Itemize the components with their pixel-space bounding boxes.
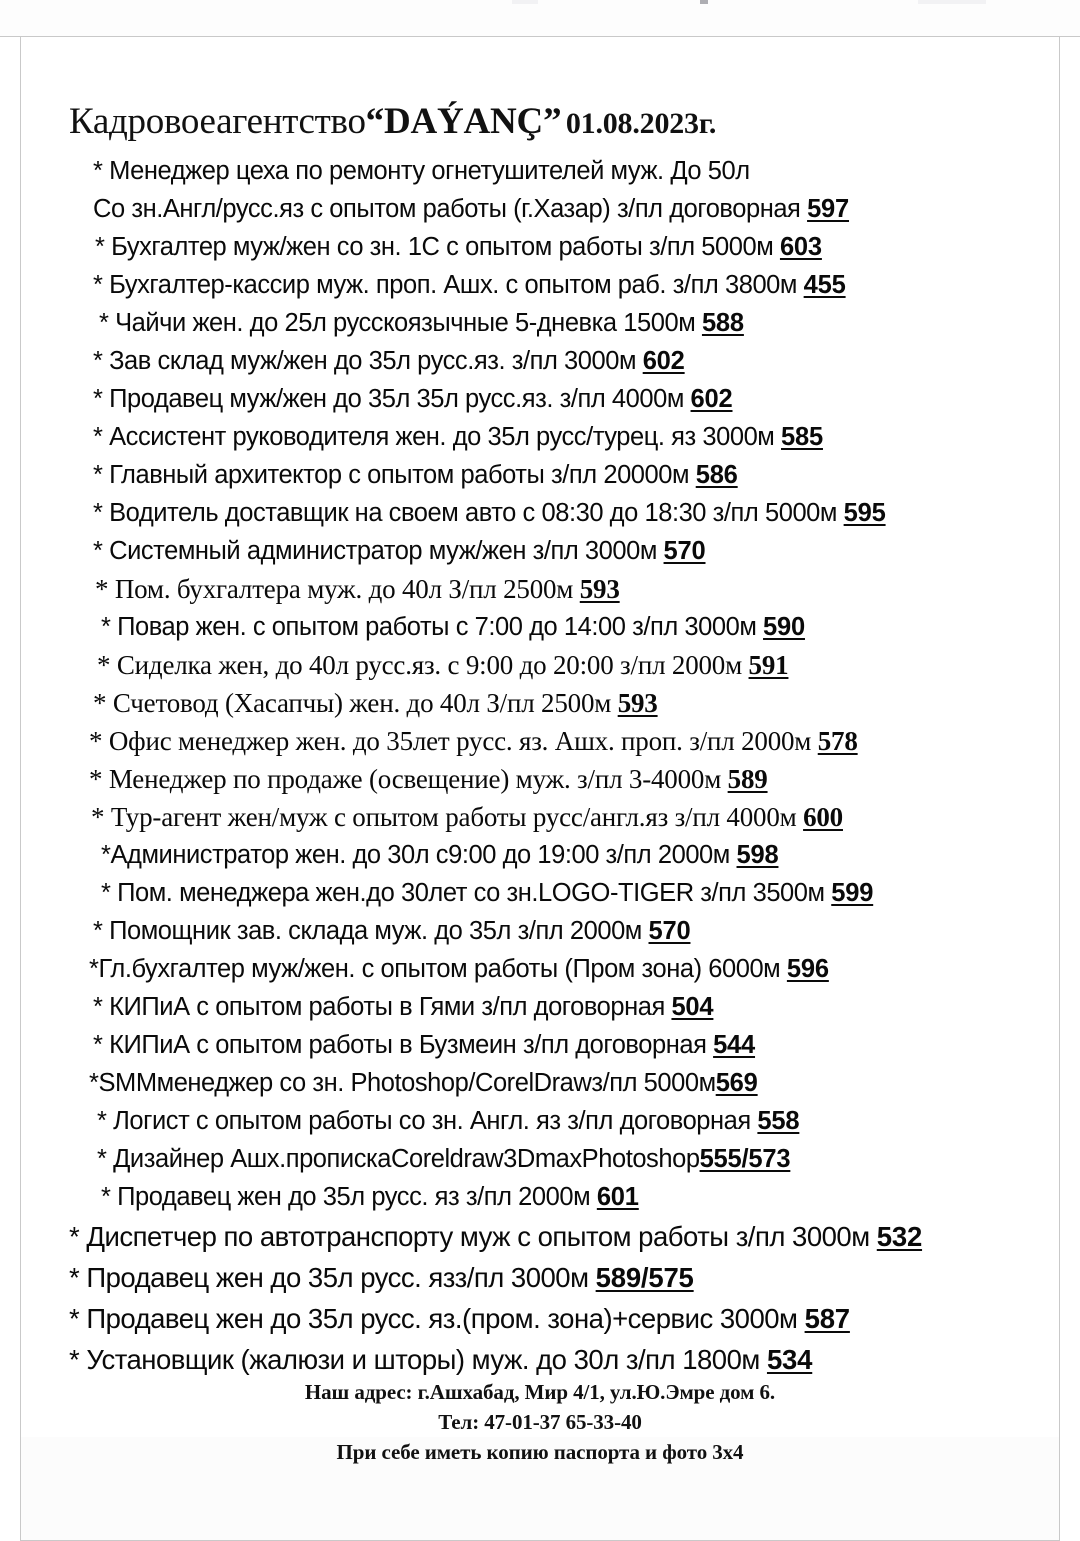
job-listing-code: 578 — [817, 726, 858, 756]
job-listing-row — [21, 1298, 1059, 1339]
job-listing-text: * КИПиА с опытом работы в Бузмеин з/пл договорная — [93, 1031, 714, 1059]
job-listing-code: 570 — [663, 537, 706, 565]
job-listing-text: * Продавец жен до 35л русс. яз.(пром. зона)+сервис 3000м — [69, 1303, 805, 1334]
job-listing-code: 588 — [701, 309, 744, 337]
job-listing-text: * Водитель доставщик на своем авто с 08:30 до 18:30 з/пл 5000м — [93, 499, 844, 527]
job-listing-row — [21, 1140, 1059, 1178]
job-listing-text: * Бухгалтер муж/жен со зн. 1С с опытом работы з/пл 5000м — [95, 233, 780, 261]
job-listing-row — [21, 836, 1059, 874]
job-listing-text: * Менеджер цеха по ремонту огнетушителей муж. До 50л — [93, 157, 750, 185]
job-listing-code: 600 — [803, 802, 843, 832]
job-listing-row — [21, 532, 1059, 570]
job-listing-row — [21, 570, 1059, 608]
job-listing-code: 595 — [843, 499, 886, 527]
job-listing-text: * Продавец жен до 35л русс. язз/пл 3000м — [69, 1262, 596, 1293]
job-listing-code: 585 — [781, 423, 823, 451]
job-listing-row — [21, 950, 1059, 988]
job-listing-code: 544 — [713, 1031, 756, 1059]
job-listing-row — [21, 152, 1059, 190]
job-listing-code: 570 — [648, 917, 691, 945]
job-listing-code: 589/575 — [595, 1262, 694, 1293]
job-listing-text: * Менеджер по продаже (освещение) муж. з/пл 3-4000м — [89, 764, 728, 794]
job-listing-code: 591 — [748, 650, 789, 680]
job-listing-row — [21, 494, 1059, 532]
job-listing-row — [21, 1026, 1059, 1064]
job-listing-code: 593 — [579, 574, 620, 604]
job-listing-row — [21, 798, 1059, 836]
agency-label: Кадровоеагентство — [69, 101, 366, 142]
job-listing-list — [21, 152, 1059, 1380]
job-listing-text: Со зн.Англ/русс.яз с опытом работы (г.Хазар) з/пл договорная — [93, 195, 808, 223]
job-listing-row — [21, 380, 1059, 418]
job-listing-text: * Тур-агент жен/муж с опытом работы русс/англ.яз з/пл 4000м — [91, 802, 804, 832]
toolbar-ghost-control-center — [700, 0, 708, 4]
job-listing-text: * Дизайнер Ашх.пропискаCoreldraw3DmaxPhotoshop — [97, 1145, 700, 1173]
job-listing-text: * Офис менеджер жен. до 35лет русс. яз. Ашх. проп. з/пл 2000м — [89, 726, 818, 756]
job-listing-text: * Продавец муж/жен до 35л 35л русс.яз. з/пл 4000м — [93, 385, 691, 413]
flyer-sheet — [21, 37, 1059, 1464]
footer-note: При себе иметь копию паспорта и фото 3х4 — [336, 1440, 744, 1464]
footer-address: Наш адрес: г.Ашхабад, Мир 4/1, ул.Ю.Эмре дом 6. — [304, 1380, 776, 1404]
job-listing-text: * Чайчи жен. до 25л русскоязычные 5-дневка 1500м — [99, 309, 702, 337]
agency-name: “DAÝANÇ” — [365, 101, 562, 142]
job-listing-code: 597 — [807, 195, 850, 223]
document-page — [20, 37, 1060, 1541]
toolbar-ghost-control-left — [512, 0, 538, 4]
job-listing-text: * КИПиА с опытом работы в Гями з/пл договорная — [93, 993, 672, 1021]
job-listing-code: 599 — [831, 879, 874, 907]
job-listing-text: * Продавец жен до 35л русс. яз з/пл 2000м — [101, 1183, 597, 1211]
job-listing-code: 586 — [695, 461, 738, 489]
job-listing-code: 602 — [690, 385, 733, 413]
job-listing-code: 534 — [766, 1344, 813, 1375]
job-listing-row — [21, 608, 1059, 646]
job-listing-text: * Пом. менеджера жен.до 30лет со зн.LOGO-TIGER з/пл 3500м — [101, 879, 832, 907]
job-listing-text: * Счетовод (Хасапчы) жен. до 40л З/пл 2500м — [93, 688, 618, 718]
job-listing-row — [21, 684, 1059, 722]
job-listing-text: * Установщик (жалюзи и шторы) муж. до 30л з/пл 1800м — [69, 1344, 767, 1375]
footer-phone: Тел: 47-01-37 65-33-40 — [438, 1410, 642, 1434]
page-title — [69, 100, 1029, 143]
job-listing-row — [21, 304, 1059, 342]
job-listing-text: * Сиделка жен, до 40л русс.яз. с 9:00 до 20:00 з/пл 2000м — [97, 650, 749, 680]
viewer-toolbar-strip — [0, 0, 1080, 37]
job-listing-row — [21, 1257, 1059, 1298]
job-listing-text: * Главный архитектор с опытом работы з/пл 20000м — [93, 461, 696, 489]
job-listing-code: 602 — [642, 347, 685, 375]
job-listing-row — [21, 1064, 1059, 1102]
job-listing-code: 555/573 — [699, 1145, 791, 1173]
job-listing-text: * Зав склад муж/жен до 35л русс.яз. з/пл 3000м — [93, 347, 643, 375]
job-listing-row — [21, 266, 1059, 304]
job-listing-row — [21, 342, 1059, 380]
contact-footer — [21, 1377, 1059, 1467]
job-listing-text: * Помощник зав. склада муж. до 35л з/пл 2000м — [93, 917, 649, 945]
job-listing-code: 603 — [779, 233, 822, 261]
job-listing-row — [21, 1102, 1059, 1140]
job-listing-row — [21, 228, 1059, 266]
job-listing-row — [21, 418, 1059, 456]
job-listing-row — [21, 646, 1059, 684]
flyer-date: 01.08.2023г. — [565, 107, 717, 140]
job-listing-code: 587 — [804, 1303, 850, 1334]
job-listing-row — [21, 988, 1059, 1026]
job-listing-code: 601 — [596, 1183, 639, 1211]
job-listing-row — [21, 456, 1059, 494]
job-listing-text: * Ассистент руководителя жен. до 35л русс/турец. яз 3000м — [93, 423, 782, 451]
job-listing-code: 593 — [617, 688, 658, 718]
job-listing-row — [21, 912, 1059, 950]
job-listing-code: 589 — [727, 764, 768, 794]
job-listing-code: 532 — [876, 1221, 923, 1252]
job-listing-text: * Бухгалтер-кассир муж. проп. Ашх. с опытом раб. з/пл 3800м — [93, 271, 804, 299]
job-listing-code: 504 — [671, 993, 714, 1021]
job-listing-row — [21, 760, 1059, 798]
job-listing-text: *Администратор жен. до 30л с9:00 до 19:00 з/пл 2000м — [101, 841, 737, 869]
job-listing-code: 590 — [763, 613, 805, 641]
job-listing-text: * Повар жен. с опытом работы с 7:00 до 14:00 з/пл 3000м — [101, 613, 764, 641]
job-listing-text: * Пом. бухгалтера муж. до 40л З/пл 2500м — [95, 574, 580, 604]
toolbar-ghost-control-right — [918, 0, 986, 4]
job-listing-text: *Гл.бухгалтер муж/жен. с опытом работы (Пром зона) 6000м — [89, 955, 787, 983]
job-listing-code: 598 — [736, 841, 779, 869]
job-listing-code: 558 — [757, 1107, 800, 1135]
job-listing-row — [21, 1339, 1059, 1380]
job-listing-code: 455 — [803, 271, 846, 299]
job-listing-row — [21, 722, 1059, 760]
job-listing-code: 569 — [715, 1069, 758, 1097]
job-listing-text: * Диспетчер по автотранспорту муж с опытом работы з/пл 3000м — [69, 1221, 877, 1252]
job-listing-row — [21, 1178, 1059, 1216]
job-listing-row — [21, 190, 1059, 228]
job-listing-row — [21, 874, 1059, 912]
job-listing-text: * Системный администратор муж/жен з/пл 3000м — [93, 537, 664, 565]
job-listing-text: *SMMменеджер со зн. Photoshop/CorelDrawз/пл 5000м — [89, 1069, 716, 1097]
job-listing-code: 596 — [786, 955, 829, 983]
job-listing-row — [21, 1216, 1059, 1257]
job-listing-text: * Логист с опытом работы со зн. Англ. яз з/пл договорная — [97, 1107, 758, 1135]
